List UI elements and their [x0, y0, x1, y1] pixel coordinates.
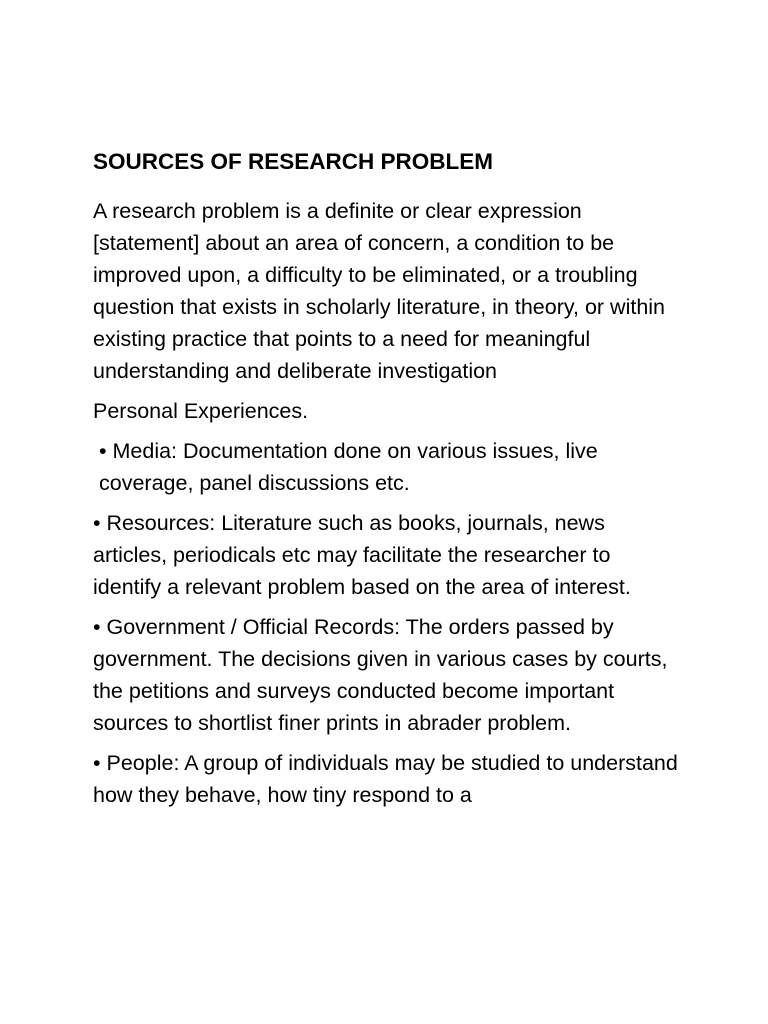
intro-paragraph: A research problem is a definite or clear expression [statement] about an area of concern, a condition to be improved upon, a difficulty to be eliminated, or a troubling question that exists in scholarly literature, in theory, or within existing practice that points to a need for meaningful understanding and deliberate investigation: [93, 199, 666, 383]
bullet-government-records: • Government / Official Records: The orders passed by government. The decisions given in various cases by courts, the petitions and surveys conducted become important sources to shortlist finer prints in abrader problem.: [93, 615, 668, 735]
document-title: SOURCES OF RESEARCH PROBLEM: [93, 149, 494, 174]
bullet-resources: • Resources: Literature such as books, journals, news articles, periodicals etc may facilitate the researcher to identify a relevant problem based on the area of interest.: [93, 511, 631, 599]
document-page: [93, 146, 683, 819]
bullet-media: • Media: Documentation done on various issues, live coverage, panel discussions etc.: [99, 439, 598, 495]
bullet-people: • People: A group of individuals may be studied to understand how they behave, how tiny respond to a: [93, 751, 678, 807]
personal-experiences-paragraph: Personal Experiences.: [93, 399, 309, 423]
